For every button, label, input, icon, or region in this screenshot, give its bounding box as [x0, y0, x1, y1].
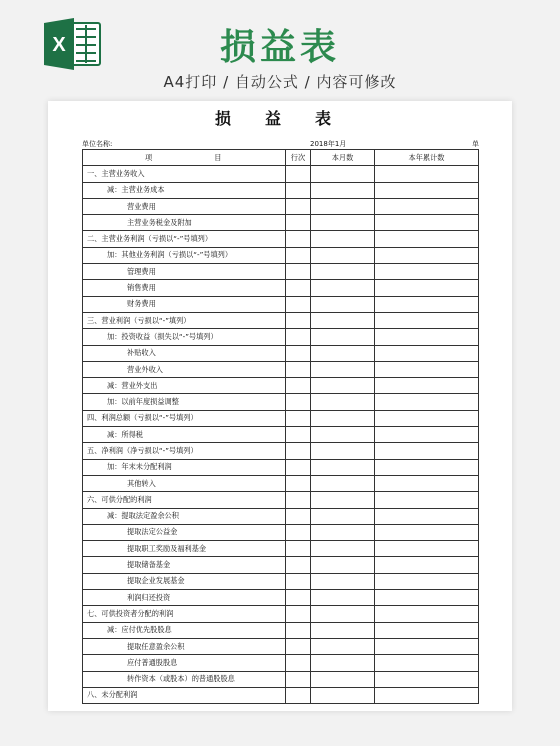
row-year-cell[interactable]	[375, 182, 479, 198]
row-month-cell[interactable]	[311, 459, 375, 475]
row-month-cell[interactable]	[311, 606, 375, 622]
row-year-cell[interactable]	[375, 378, 479, 394]
row-month-cell[interactable]	[311, 361, 375, 377]
row-seq-cell[interactable]	[286, 410, 311, 426]
row-year-cell[interactable]	[375, 427, 479, 443]
row-year-cell[interactable]	[375, 590, 479, 606]
row-month-cell[interactable]	[311, 215, 375, 231]
row-item-cell: 提取法定公益金	[83, 524, 286, 540]
income-statement-table	[82, 149, 479, 704]
row-item-cell: 提取储备基金	[83, 557, 286, 573]
row-year-cell[interactable]	[375, 231, 479, 247]
row-item-cell: 管理费用	[83, 264, 286, 280]
column-header-year: 本年累计数	[375, 150, 479, 166]
row-month-cell[interactable]	[311, 655, 375, 671]
row-year-cell[interactable]	[375, 280, 479, 296]
row-month-cell[interactable]	[311, 264, 375, 280]
row-year-cell[interactable]	[375, 638, 479, 654]
row-seq-cell[interactable]	[286, 264, 311, 280]
row-year-cell[interactable]	[375, 459, 479, 475]
row-month-cell[interactable]	[311, 492, 375, 508]
row-year-cell[interactable]	[375, 557, 479, 573]
row-item-cell: 减：所得税	[83, 427, 286, 443]
row-item-cell: 财务费用	[83, 296, 286, 312]
row-month-cell[interactable]	[311, 312, 375, 328]
sheet-title: 损益表	[214, 109, 365, 128]
row-seq-cell[interactable]	[286, 166, 311, 182]
row-month-cell[interactable]	[311, 345, 375, 361]
row-year-cell[interactable]	[375, 329, 479, 345]
row-seq-cell[interactable]	[286, 573, 311, 589]
row-seq-cell[interactable]	[286, 280, 311, 296]
row-month-cell[interactable]	[311, 557, 375, 573]
row-seq-cell[interactable]	[286, 671, 311, 687]
column-header-item-a: 项	[145, 152, 153, 162]
table-row	[83, 443, 479, 459]
row-year-cell[interactable]	[375, 622, 479, 638]
row-item-cell: 加：年末未分配利润	[83, 459, 286, 475]
row-month-cell[interactable]	[311, 231, 375, 247]
column-header-seq: 行次	[286, 150, 311, 166]
row-year-cell[interactable]	[375, 492, 479, 508]
row-seq-cell[interactable]	[286, 182, 311, 198]
row-seq-cell[interactable]	[286, 655, 311, 671]
row-item-cell: 加：投资收益（损失以“-”号填列）	[83, 329, 286, 345]
table-row	[83, 280, 479, 296]
row-item-cell: 四、利润总额（亏损以“-”号填列）	[83, 410, 286, 426]
row-item-cell: 减：提取法定盈余公积	[83, 508, 286, 524]
row-year-cell[interactable]	[375, 443, 479, 459]
row-item-cell: 主营业务税金及附加	[83, 215, 286, 231]
row-item-cell: 转作资本（或股本）的普通股股息	[83, 671, 286, 687]
row-year-cell[interactable]	[375, 312, 479, 328]
row-month-cell[interactable]	[311, 573, 375, 589]
row-year-cell[interactable]	[375, 671, 479, 687]
table-row	[83, 345, 479, 361]
row-item-cell: 销售费用	[83, 280, 286, 296]
table-row	[83, 557, 479, 573]
row-year-cell[interactable]	[375, 573, 479, 589]
row-item-cell: 三、营业利润（亏损以“-”填列）	[83, 312, 286, 328]
row-month-cell[interactable]	[311, 410, 375, 426]
row-seq-cell[interactable]	[286, 557, 311, 573]
row-month-cell[interactable]	[311, 638, 375, 654]
table-row	[83, 638, 479, 654]
row-year-cell[interactable]	[375, 541, 479, 557]
table-row	[83, 541, 479, 557]
row-month-cell[interactable]	[311, 508, 375, 524]
row-seq-cell[interactable]	[286, 459, 311, 475]
row-seq-cell[interactable]	[286, 312, 311, 328]
row-month-cell[interactable]	[311, 443, 375, 459]
row-seq-cell[interactable]	[286, 247, 311, 263]
unit-name-label: 单位名称:	[82, 140, 113, 148]
row-seq-cell[interactable]	[286, 541, 311, 557]
row-item-cell: 减：主营业务成本	[83, 182, 286, 198]
table-row	[83, 475, 479, 491]
row-month-cell[interactable]	[311, 247, 375, 263]
row-year-cell[interactable]	[375, 524, 479, 540]
row-year-cell[interactable]	[375, 296, 479, 312]
banner	[0, 0, 560, 100]
table-row	[83, 378, 479, 394]
row-seq-cell[interactable]	[286, 443, 311, 459]
row-month-cell[interactable]	[311, 166, 375, 182]
row-item-cell: 提取职工奖励及福利基金	[83, 541, 286, 557]
row-month-cell[interactable]	[311, 198, 375, 214]
table-row	[83, 264, 479, 280]
row-seq-cell[interactable]	[286, 524, 311, 540]
row-seq-cell[interactable]	[286, 492, 311, 508]
row-month-cell[interactable]	[311, 671, 375, 687]
row-seq-cell[interactable]	[286, 215, 311, 231]
row-year-cell[interactable]	[375, 606, 479, 622]
table-row	[83, 524, 479, 540]
table-row	[83, 492, 479, 508]
row-year-cell[interactable]	[375, 394, 479, 410]
row-item-cell: 减：应付优先股股息	[83, 622, 286, 638]
row-year-cell[interactable]	[375, 410, 479, 426]
row-item-cell: 营业费用	[83, 198, 286, 214]
row-seq-cell[interactable]	[286, 394, 311, 410]
row-seq-cell[interactable]	[286, 606, 311, 622]
row-item-cell: 提取企业发展基金	[83, 573, 286, 589]
row-month-cell[interactable]	[311, 182, 375, 198]
unit-label-fragment: 单	[472, 140, 479, 148]
row-year-cell[interactable]	[375, 687, 479, 703]
row-seq-cell[interactable]	[286, 427, 311, 443]
row-seq-cell[interactable]	[286, 296, 311, 312]
row-item-cell: 利润归还投资	[83, 590, 286, 606]
table-row	[83, 671, 479, 687]
row-item-cell: 一、主营业务收入	[83, 166, 286, 182]
table-header-row	[83, 150, 479, 166]
row-item-cell: 其他转入	[83, 475, 286, 491]
table-row	[83, 606, 479, 622]
row-year-cell[interactable]	[375, 345, 479, 361]
table-row	[83, 427, 479, 443]
row-month-cell[interactable]	[311, 622, 375, 638]
table-row	[83, 410, 479, 426]
row-seq-cell[interactable]	[286, 590, 311, 606]
row-year-cell[interactable]	[375, 166, 479, 182]
table-row	[83, 312, 479, 328]
row-year-cell[interactable]	[375, 655, 479, 671]
table-row	[83, 573, 479, 589]
report-date: 2018年1月	[310, 140, 347, 148]
table-row	[83, 247, 479, 263]
table-row	[83, 687, 479, 703]
table-row	[83, 622, 479, 638]
row-seq-cell[interactable]	[286, 198, 311, 214]
row-month-cell[interactable]	[311, 378, 375, 394]
row-month-cell[interactable]	[311, 394, 375, 410]
income-statement-sheet	[48, 101, 512, 711]
row-seq-cell[interactable]	[286, 329, 311, 345]
table-row	[83, 590, 479, 606]
row-item-cell: 应付普通股股息	[83, 655, 286, 671]
banner-title: 损益表	[219, 27, 340, 68]
row-seq-cell[interactable]	[286, 361, 311, 377]
column-header-item	[83, 150, 286, 166]
row-item-cell: 加：以前年度损益调整	[83, 394, 286, 410]
table-row	[83, 166, 479, 182]
row-seq-cell[interactable]	[286, 508, 311, 524]
row-year-cell[interactable]	[375, 215, 479, 231]
row-year-cell[interactable]	[375, 198, 479, 214]
row-year-cell[interactable]	[375, 475, 479, 491]
row-month-cell[interactable]	[311, 541, 375, 557]
row-year-cell[interactable]	[375, 247, 479, 263]
column-header-month: 本月数	[311, 150, 375, 166]
table-row	[83, 198, 479, 214]
column-header-item-b: 目	[214, 152, 222, 162]
table-body	[83, 166, 479, 704]
row-month-cell[interactable]	[311, 524, 375, 540]
banner-subtitle: A4打印 / 自动公式 / 内容可修改	[163, 73, 397, 91]
table-row	[83, 655, 479, 671]
row-month-cell[interactable]	[311, 280, 375, 296]
row-item-cell: 七、可供投资者分配的利润	[83, 606, 286, 622]
row-item-cell: 六、可供分配的利润	[83, 492, 286, 508]
row-seq-cell[interactable]	[286, 378, 311, 394]
table-row	[83, 296, 479, 312]
row-item-cell: 提取任意盈余公积	[83, 638, 286, 654]
table-row	[83, 231, 479, 247]
row-item-cell: 二、主营业务利润（亏损以“-”号填列）	[83, 231, 286, 247]
row-item-cell: 加：其他业务利润（亏损以“-”号填列）	[83, 247, 286, 263]
row-seq-cell[interactable]	[286, 687, 311, 703]
table-row	[83, 329, 479, 345]
row-item-cell: 营业外收入	[83, 361, 286, 377]
row-month-cell[interactable]	[311, 475, 375, 491]
row-seq-cell[interactable]	[286, 638, 311, 654]
table-row	[83, 394, 479, 410]
row-seq-cell[interactable]	[286, 622, 311, 638]
row-year-cell[interactable]	[375, 264, 479, 280]
table-row	[83, 182, 479, 198]
table-row	[83, 459, 479, 475]
row-year-cell[interactable]	[375, 508, 479, 524]
row-seq-cell[interactable]	[286, 231, 311, 247]
row-month-cell[interactable]	[311, 590, 375, 606]
svg-text:X: X	[52, 34, 66, 56]
row-year-cell[interactable]	[375, 361, 479, 377]
row-item-cell: 减：营业外支出	[83, 378, 286, 394]
row-month-cell[interactable]	[311, 329, 375, 345]
row-month-cell[interactable]	[311, 296, 375, 312]
row-seq-cell[interactable]	[286, 345, 311, 361]
table-row	[83, 215, 479, 231]
table-row	[83, 361, 479, 377]
row-item-cell: 补贴收入	[83, 345, 286, 361]
row-month-cell[interactable]	[311, 687, 375, 703]
row-item-cell: 五、净利润（净亏损以“-”号填列）	[83, 443, 286, 459]
row-item-cell: 八、未分配利润	[83, 687, 286, 703]
row-seq-cell[interactable]	[286, 475, 311, 491]
table-row	[83, 508, 479, 524]
row-month-cell[interactable]	[311, 427, 375, 443]
